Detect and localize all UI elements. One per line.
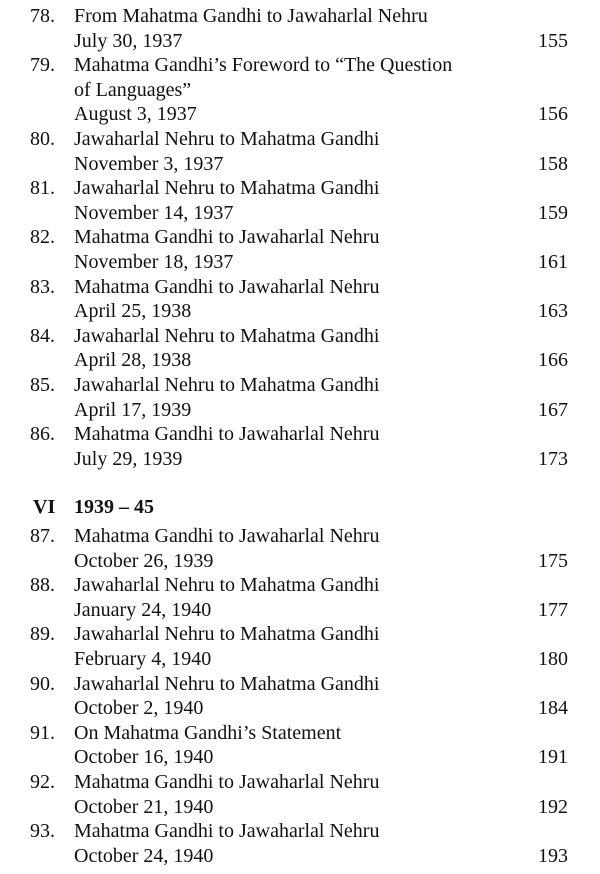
contents-entry [0, 176, 600, 225]
entry-page-number: 184 [538, 697, 568, 720]
contents-entry [0, 53, 600, 127]
entry-line [0, 127, 600, 152]
entry-line [0, 795, 600, 820]
entry-number: 83. [30, 275, 55, 298]
entry-line [0, 78, 600, 103]
entry-page-number: 177 [538, 598, 568, 621]
entry-title: Jawaharlal Nehru to Mahatma Gandhi [74, 672, 380, 695]
entry-line [0, 844, 600, 869]
entry-date: January 24, 1940 [74, 598, 212, 621]
entry-number: 79. [30, 54, 55, 77]
entry-date: April 28, 1938 [74, 349, 192, 372]
entry-line [0, 622, 600, 647]
entry-page-number: 156 [538, 103, 568, 126]
entry-line [0, 176, 600, 201]
entry-line [0, 770, 600, 795]
entry-title: Jawaharlal Nehru to Mahatma Gandhi [74, 373, 380, 396]
entry-page-number: 159 [538, 201, 568, 224]
entry-date: October 21, 1940 [74, 795, 214, 818]
entry-line [0, 299, 600, 324]
entry-title: Mahatma Gandhi to Jawaharlal Nehru [74, 275, 380, 298]
entry-date: August 3, 1937 [74, 103, 197, 126]
contents-entry [0, 373, 600, 422]
entry-line [0, 573, 600, 598]
entry-line [0, 524, 600, 549]
entry-number: 88. [30, 574, 55, 597]
entry-line [0, 53, 600, 78]
contents-entry [0, 721, 600, 770]
entry-number: 93. [30, 820, 55, 843]
entry-line [0, 422, 600, 447]
entry-title: From Mahatma Gandhi to Jawaharlal Nehru [74, 5, 428, 27]
entry-line [0, 102, 600, 127]
entry-date: April 17, 1939 [74, 398, 192, 421]
entry-title: Mahatma Gandhi to Jawaharlal Nehru [74, 525, 380, 547]
entry-title: Jawaharlal Nehru to Mahatma Gandhi [74, 574, 380, 597]
entry-date: July 29, 1939 [74, 447, 183, 470]
contents-entry [0, 225, 600, 274]
entry-line [0, 29, 600, 54]
entry-line [0, 348, 600, 373]
entry-number: 78. [30, 5, 55, 27]
entry-title: Mahatma Gandhi to Jawaharlal Nehru [74, 423, 380, 446]
contents-entry [0, 672, 600, 721]
entry-line [0, 152, 600, 177]
section-heading [0, 495, 600, 520]
entry-number: 85. [30, 373, 55, 396]
contents-entry [0, 4, 600, 53]
entry-date: October 2, 1940 [74, 697, 204, 720]
entry-date: November 18, 1937 [74, 250, 234, 273]
contents-entry [0, 422, 600, 471]
contents-entry [0, 524, 600, 573]
contents-entry [0, 573, 600, 622]
entry-line [0, 373, 600, 398]
entry-line [0, 721, 600, 746]
section-roman-numeral: VI [33, 496, 56, 518]
contents-entry [0, 819, 600, 868]
entry-number: 84. [30, 324, 55, 347]
entry-page-number: 155 [538, 29, 568, 52]
entry-line [0, 398, 600, 423]
contents-entry [0, 127, 600, 176]
entry-number: 80. [30, 127, 55, 150]
entry-title: Jawaharlal Nehru to Mahatma Gandhi [74, 623, 380, 646]
entry-number: 92. [30, 770, 55, 793]
entry-page-number: 192 [538, 795, 568, 818]
entry-number: 87. [30, 525, 55, 547]
entry-number: 89. [30, 623, 55, 646]
entry-date: October 24, 1940 [74, 844, 214, 867]
entry-date: April 25, 1938 [74, 300, 192, 323]
entry-page-number: 167 [538, 398, 568, 421]
entry-line [0, 672, 600, 697]
entry-date: October 26, 1939 [74, 549, 214, 572]
entry-page-number: 191 [538, 746, 568, 769]
contents-entry [0, 324, 600, 373]
entry-line [0, 745, 600, 770]
entry-date: October 16, 1940 [74, 746, 214, 769]
entry-title: Jawaharlal Nehru to Mahatma Gandhi [74, 324, 380, 347]
entry-title: Jawaharlal Nehru to Mahatma Gandhi [74, 177, 380, 200]
contents-list-part-2 [0, 524, 600, 868]
entry-page-number: 175 [538, 549, 568, 572]
entry-page-number: 166 [538, 349, 568, 372]
entry-number: 91. [30, 721, 55, 744]
entry-page-number: 161 [538, 250, 568, 273]
entry-title: Mahatma Gandhi to Jawaharlal Nehru [74, 770, 380, 793]
entry-title: Jawaharlal Nehru to Mahatma Gandhi [74, 127, 380, 150]
entry-number: 90. [30, 672, 55, 695]
entry-number: 86. [30, 423, 55, 446]
entry-number: 81. [30, 177, 55, 200]
entry-line [0, 647, 600, 672]
entry-title: Mahatma Gandhi to Jawaharlal Nehru [74, 820, 380, 843]
entry-date: November 14, 1937 [74, 201, 234, 224]
entry-date: February 4, 1940 [74, 647, 212, 670]
section-year-range: 1939 – 45 [74, 496, 154, 518]
contents-entry [0, 770, 600, 819]
entry-page-number: 193 [538, 844, 568, 867]
entry-page-number: 180 [538, 647, 568, 670]
entry-date: July 30, 1937 [74, 29, 183, 52]
contents-list-part-1 [0, 4, 600, 471]
entry-number: 82. [30, 226, 55, 249]
entry-line [0, 696, 600, 721]
entry-date: November 3, 1937 [74, 152, 224, 175]
contents-entry [0, 622, 600, 671]
entry-title: of Languages” [74, 78, 192, 101]
entry-title: On Mahatma Gandhi’s Statement [74, 721, 342, 744]
entry-title: Mahatma Gandhi to Jawaharlal Nehru [74, 226, 380, 249]
entry-line [0, 447, 600, 472]
entry-line [0, 549, 600, 574]
entry-line [0, 275, 600, 300]
entry-page-number: 163 [538, 300, 568, 323]
entry-line [0, 201, 600, 226]
contents-entry [0, 275, 600, 324]
entry-line [0, 4, 600, 29]
entry-page-number: 173 [538, 447, 568, 470]
entry-line [0, 250, 600, 275]
entry-line [0, 598, 600, 623]
entry-line [0, 225, 600, 250]
entry-page-number: 158 [538, 152, 568, 175]
entry-title: Mahatma Gandhi’s Foreword to “The Question [74, 54, 453, 77]
entry-line [0, 324, 600, 349]
entry-line [0, 819, 600, 844]
